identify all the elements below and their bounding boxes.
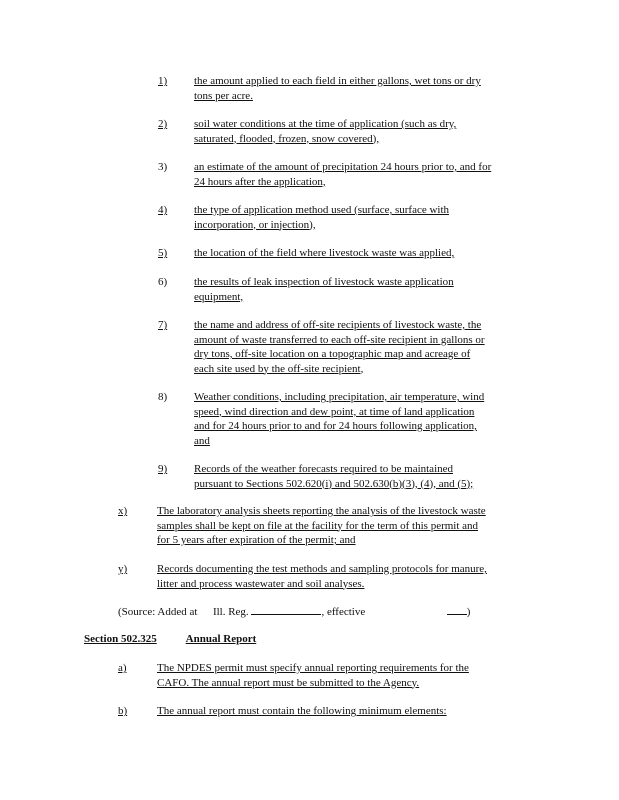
section-number: Section 502.325 bbox=[84, 633, 157, 645]
item-text: Records of the weather forecasts required to be maintained pursuant to Sections 502.620(i) and 502.630(b)(3), (4), and (5); bbox=[194, 463, 474, 490]
item-number: 9) bbox=[158, 463, 168, 475]
item-number: 1) bbox=[158, 75, 168, 87]
item-text: soil water conditions at the time of application (such as dry, saturated, flooded, frozen, snow covered), bbox=[194, 118, 457, 145]
item-text: the location of the field where livestock waste was applied, bbox=[194, 247, 455, 259]
item-number: 4) bbox=[158, 204, 168, 216]
blank-date bbox=[447, 604, 467, 615]
item-letter: b) bbox=[118, 705, 128, 717]
item-letter: a) bbox=[118, 662, 127, 674]
item-number: 3) bbox=[158, 161, 168, 173]
item-text: The laboratory analysis sheets reporting the analysis of the livestock waste samples shall be kept on file at the facility for the term of this permit and for 5 years after expiration of the permit; and bbox=[157, 505, 486, 546]
item-number: 8) bbox=[158, 391, 168, 403]
item-text: The annual report must contain the following minimum elements: bbox=[157, 705, 447, 717]
item-number: 5) bbox=[158, 247, 168, 259]
item-text: the results of leak inspection of livestock waste application equipment, bbox=[194, 276, 454, 303]
item-number: 2) bbox=[158, 118, 168, 130]
item-letter: y) bbox=[118, 563, 128, 575]
blank-volume bbox=[251, 604, 321, 615]
item-text: Weather conditions, including precipitation, air temperature, wind speed, wind direction and dew point, at time of land application and for 24 hours prior to and for 24 hours following application, and bbox=[194, 391, 485, 447]
source-note: (Source: Added at Ill. Reg. , effective ) bbox=[118, 606, 471, 618]
item-text: the amount applied to each field in either gallons, wet tons or dry tons per acre. bbox=[194, 75, 481, 102]
item-text: The NPDES permit must specify annual reporting requirements for the CAFO. The annual report must be submitted to the Agency. bbox=[157, 662, 469, 689]
item-text: the type of application method used (surface, surface with incorporation, or injection), bbox=[194, 204, 450, 231]
section-title: Annual Report bbox=[185, 633, 257, 645]
item-letter: x) bbox=[118, 505, 128, 517]
item-text: an estimate of the amount of precipitation 24 hours prior to, and for 24 hours after the application, bbox=[194, 161, 492, 188]
item-number: 6) bbox=[158, 276, 168, 288]
item-number: 7) bbox=[158, 319, 168, 331]
item-text: the name and address of off-site recipients of livestock waste, the amount of waste transferred to each off-site recipient in gallons or dry tons, off-site location on a topographic map and acreage of each site used by the off-site recipient, bbox=[194, 319, 485, 375]
section-heading bbox=[84, 632, 256, 646]
item-text: Records documenting the test methods and sampling protocols for manure, litter and process wastewater and soil analyses. bbox=[157, 563, 487, 590]
